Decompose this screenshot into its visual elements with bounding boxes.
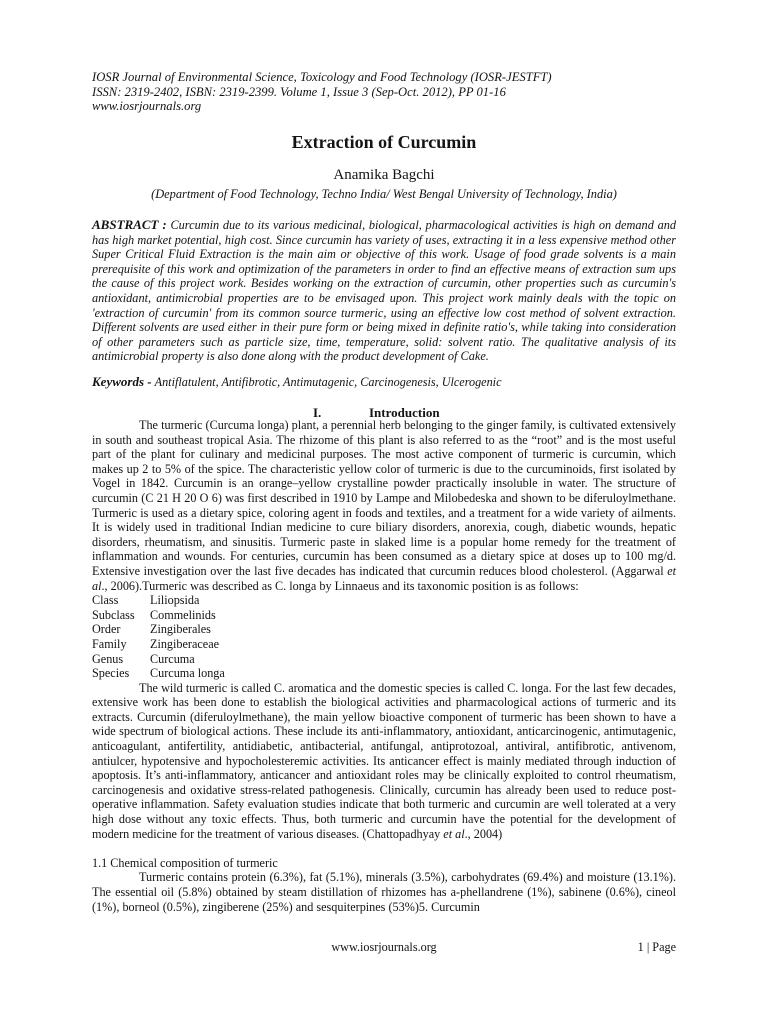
paragraph-gap	[92, 841, 676, 856]
section-name: Introduction	[369, 405, 440, 420]
abstract	[92, 218, 676, 364]
author-name: Anamika Bagchi	[333, 167, 435, 183]
journal-header	[92, 70, 692, 114]
intro-paragraph-1: The turmeric (Curcuma longa) plant, a perennial herb belonging to the ginger family, is cultivated extensively in south and southeast tropical Asia. The rhizome of this plant is also referred to as the “root” and is the most useful part of the plant for culinary and medicinal purposes. The most active component of turmeric is curcumin, which makes up 2 to 5% of the spice. The characteristic yellow color of turmeric is due to the curcuminoids, first isolated by Vogel in 1842. Curcumin is an orange–yellow crystalline powder practically insoluble in water. The structure of curcumin (C 21 H 20 O 6) was first described in 1910 by Lampe and Milobedeska and shown to be diferuloylmethane. Turmeric is used as a dietary spice, coloring agent in foods and textiles, and a treatment for a wide variety of ailments. It is widely used in traditional Indian medicine to cure biliary disorders, anorexia, cough, diabetic wounds, hepatic disorders, rheumatism, and sinusitis. Turmeric paste in slaked lime is a popular home remedy for the treatment of inflammation and wounds. For centuries, curcumin has been consumed as a dietary spice at doses up to 100 mg/d. Extensive investigation over the last five decades has indicated that curcumin reduces blood cholesterol. (Aggarwal et al., 2006).Turmeric was described as C. longa by Linnaeus and its taxonomic position is as follows:	[92, 418, 676, 593]
taxonomy-row: Family Zingiberaceae	[92, 636, 220, 651]
introduction-body	[92, 418, 676, 914]
journal-name: IOSR Journal of Environmental Science, Toxicology and Food Technology (IOSR-JESTFT)	[92, 70, 552, 84]
section-number: I.	[313, 405, 322, 420]
taxonomy-row: Species Curcuma longa	[92, 666, 225, 681]
author-affiliation: (Department of Food Technology, Techno India/ West Bengal University of Technology, India)	[151, 187, 617, 201]
footer-url[interactable]: www.iosrjournals.org	[331, 940, 437, 954]
keywords-label: Keywords -	[92, 374, 152, 389]
taxonomy-row: Genus Curcuma	[92, 651, 195, 666]
journal-issn: ISSN: 2319-2402, ISBN: 2319-2399. Volume 1, Issue 3 (Sep-Oct. 2012), PP 01-16	[92, 84, 506, 99]
paper-title: Extraction of Curcumin	[291, 132, 477, 152]
taxonomy-list	[92, 593, 676, 681]
abstract-text: Curcumin due to its various medicinal, biological, pharmacological activities is high on demand and has high market potential, high cost. Since curcumin has variety of uses, extracting it in a less expensive method other Super Critical Fluid Extraction is the main aim or objective of this work. Usage of food grade solvents is a main prerequisite of this work and optimization of the parameters in order to find an effective means of extraction sum ups the cause of this project work. Besides working on the extraction of curcumin, other properties such as curcumin's antioxidant, antimicrobial properties are to be envisaged upon. This project work mainly deals with the topic on 'extraction of curcumin' from its common source turmeric, using an effective low cost method of solvent extraction. Different solvents are used either in their pure form or being mixed in definite ratio's, while taking into consideration of other parameters such as particle size, time, temperature, solid: solvent ratio. The qualitative analysis of its antimicrobial property is also done along with the product development of Cake.	[92, 218, 677, 364]
keywords	[92, 374, 676, 390]
subsection-heading: 1.1 Chemical composition of turmeric	[92, 855, 278, 870]
taxonomy-row: Class Liliopsida	[92, 593, 200, 608]
keywords-text: Antiflatulent, Antifibrotic, Antimutagenic, Carcinogenesis, Ulcerogenic	[154, 375, 502, 389]
taxonomy-row: Subclass Commelinids	[92, 607, 216, 622]
intro-paragraph-3: Turmeric contains protein (6.3%), fat (5.1%), minerals (3.5%), carbohydrates (69.4%) and moisture (13.1%). The essential oil (5.8%) obtained by steam distillation of rhizomes has a-phellandrene (1%), sabinene (0.6%), cineol (1%), borneol (0.5%), zingiberene (25%) and sesquiterpines (53%)5. Curcumin	[92, 870, 676, 914]
taxonomy-row: Order Zingiberales	[92, 622, 211, 637]
abstract-label: ABSTRACT :	[92, 217, 167, 232]
journal-url[interactable]: www.iosrjournals.org	[92, 99, 202, 113]
intro-paragraph-2: The wild turmeric is called C. aromatica and the domestic species is called C. longa. For the last few decades, extensive work has been done to establish the biological activities and pharmacological actions of turmeric and its extracts. Curcumin (diferuloylmethane), the main yellow bioactive component of turmeric has been shown to have a wide spectrum of biological actions. These include its anti-inflammatory, antioxidant, anticarcinogenic, antimutagenic, anticoagulant, antifertility, antidiabetic, antibacterial, antifungal, antiprotozoal, antiviral, antifibrotic, antivenom, antiulcer, hypotensive and hypocholesteremic activities. Its anticancer effect is mainly mediated through induction of apoptosis. It’s anti-inflammatory, anticancer and antioxidant roles may be clinically exploited to control rheumatism, carcinogenesis and oxidative stress-related pathogenesis. Clinically, curcumin has already been used to reduce post-operative inflammation. Safety evaluation studies indicate that both turmeric and curcumin are well tolerated at a very high dose without any toxic effects. Thus, both turmeric and curcumin have the potential for the development of modern medicine for the treatment of various diseases. (Chattopadhyay et al., 2004)	[92, 680, 676, 841]
footer-page-number: 1 | Page	[637, 940, 676, 954]
